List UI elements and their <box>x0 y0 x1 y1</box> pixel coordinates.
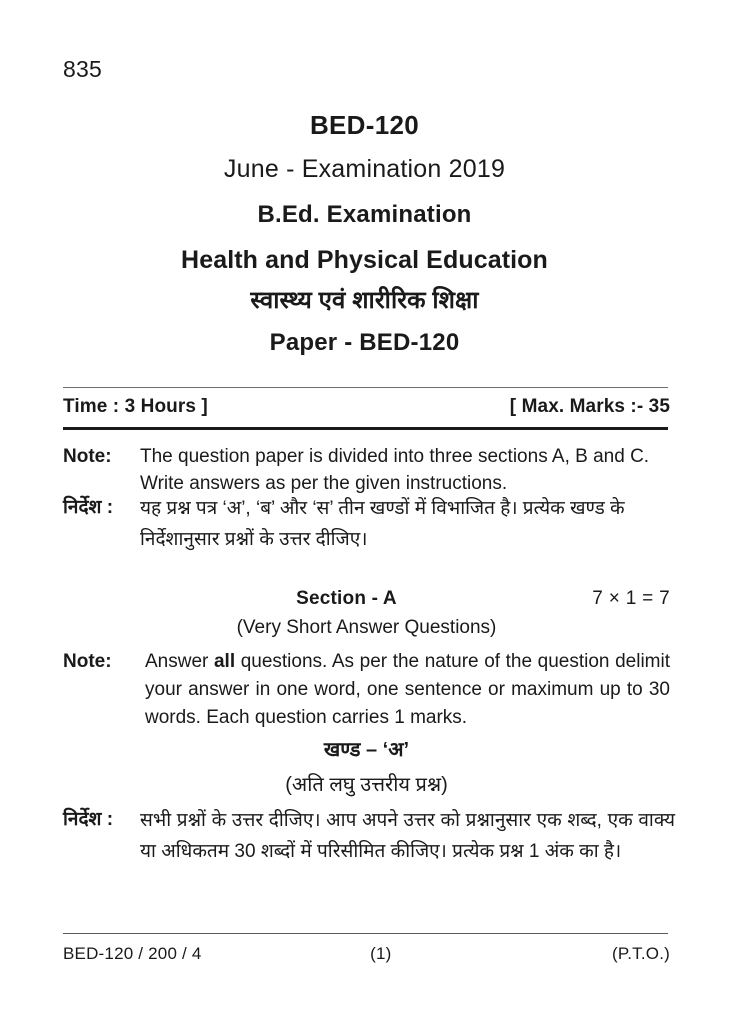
section-a-note-text-after: questions. As per the nature of the question delimit your answer in one word, one sentence or maximum up to 30 words. Each question carries 1 marks. <box>145 651 670 728</box>
divider-below-exam-info <box>63 427 668 430</box>
paper-label-heading: Paper - BED-120 <box>269 329 460 356</box>
subject-hindi-heading: स्वास्थ्य एवं शारीरिक शिक्षा <box>250 287 479 314</box>
section-a-title: Section - A <box>296 588 397 609</box>
exam-time: Time : 3 Hours ] <box>63 396 208 417</box>
footer-page-number: (1) <box>370 944 392 963</box>
section-a-note-text <box>145 648 670 732</box>
general-note-hindi <box>63 494 673 556</box>
section-a-nirdesh-text: सभी प्रश्नों के उत्तर दीजिए। आप अपने उत्तर को प्रश्नानुसार एक शब्द, एक वाक्य या अधिकतम 30 शब्दों में परिसीमित कीजिए। प्रत्येक प्रश्न 1 अंक का है। <box>140 810 675 862</box>
subject-english-heading: Health and Physical Education <box>181 246 548 274</box>
footer-pto-note: (P.T.O.) <box>612 944 670 963</box>
section-a-note-bold-word: all <box>213 651 236 672</box>
exam-max-marks: [ Max. Marks :- 35 <box>509 396 670 417</box>
exam-info-row <box>63 396 670 418</box>
footer-paper-reference: BED-120 / 200 / 4 <box>63 944 202 963</box>
exam-session-heading: June - Examination 2019 <box>223 155 506 183</box>
paper-code-heading: BED-120 <box>309 110 420 140</box>
general-nirdesh-text: यह प्रश्न पत्र ‘अ’, ‘ब’ और ‘स’ तीन खण्डों में विभाजित है। प्रत्येक खण्ड के निर्देशानुसार प्रश्नों के उत्तर दीजिए। <box>140 498 625 550</box>
general-nirdesh-label: निर्देश : <box>63 497 114 518</box>
divider-footer <box>63 933 668 934</box>
degree-heading: B.Ed. Examination <box>257 201 472 228</box>
section-a-marks: 7 × 1 = 7 <box>592 588 670 609</box>
section-a-subtitle: (Very Short Answer Questions) <box>236 617 497 638</box>
section-a-title-hindi: खण्ड – ‘अ’ <box>323 739 410 761</box>
section-a-nirdesh-label: निर्देश : <box>63 809 114 830</box>
section-a-header <box>63 588 670 614</box>
section-a-note-hindi <box>63 806 675 868</box>
title-block <box>0 112 729 355</box>
section-a-note-text-before: Answer <box>145 651 214 672</box>
divider-top <box>63 387 668 388</box>
section-a-note-label: Note: <box>63 651 112 672</box>
page-footer <box>63 944 670 964</box>
section-a-subtitle-hindi: (अति लघु उत्तरीय प्रश्न) <box>285 774 448 796</box>
section-a-note-english <box>63 648 670 732</box>
general-note-text: The question paper is divided into three sections A, B and C. Write answers as per the given instructions. <box>140 446 650 495</box>
general-note-english <box>63 443 670 497</box>
general-note-label: Note: <box>63 446 112 467</box>
paper-code-number: 835 <box>63 56 102 82</box>
